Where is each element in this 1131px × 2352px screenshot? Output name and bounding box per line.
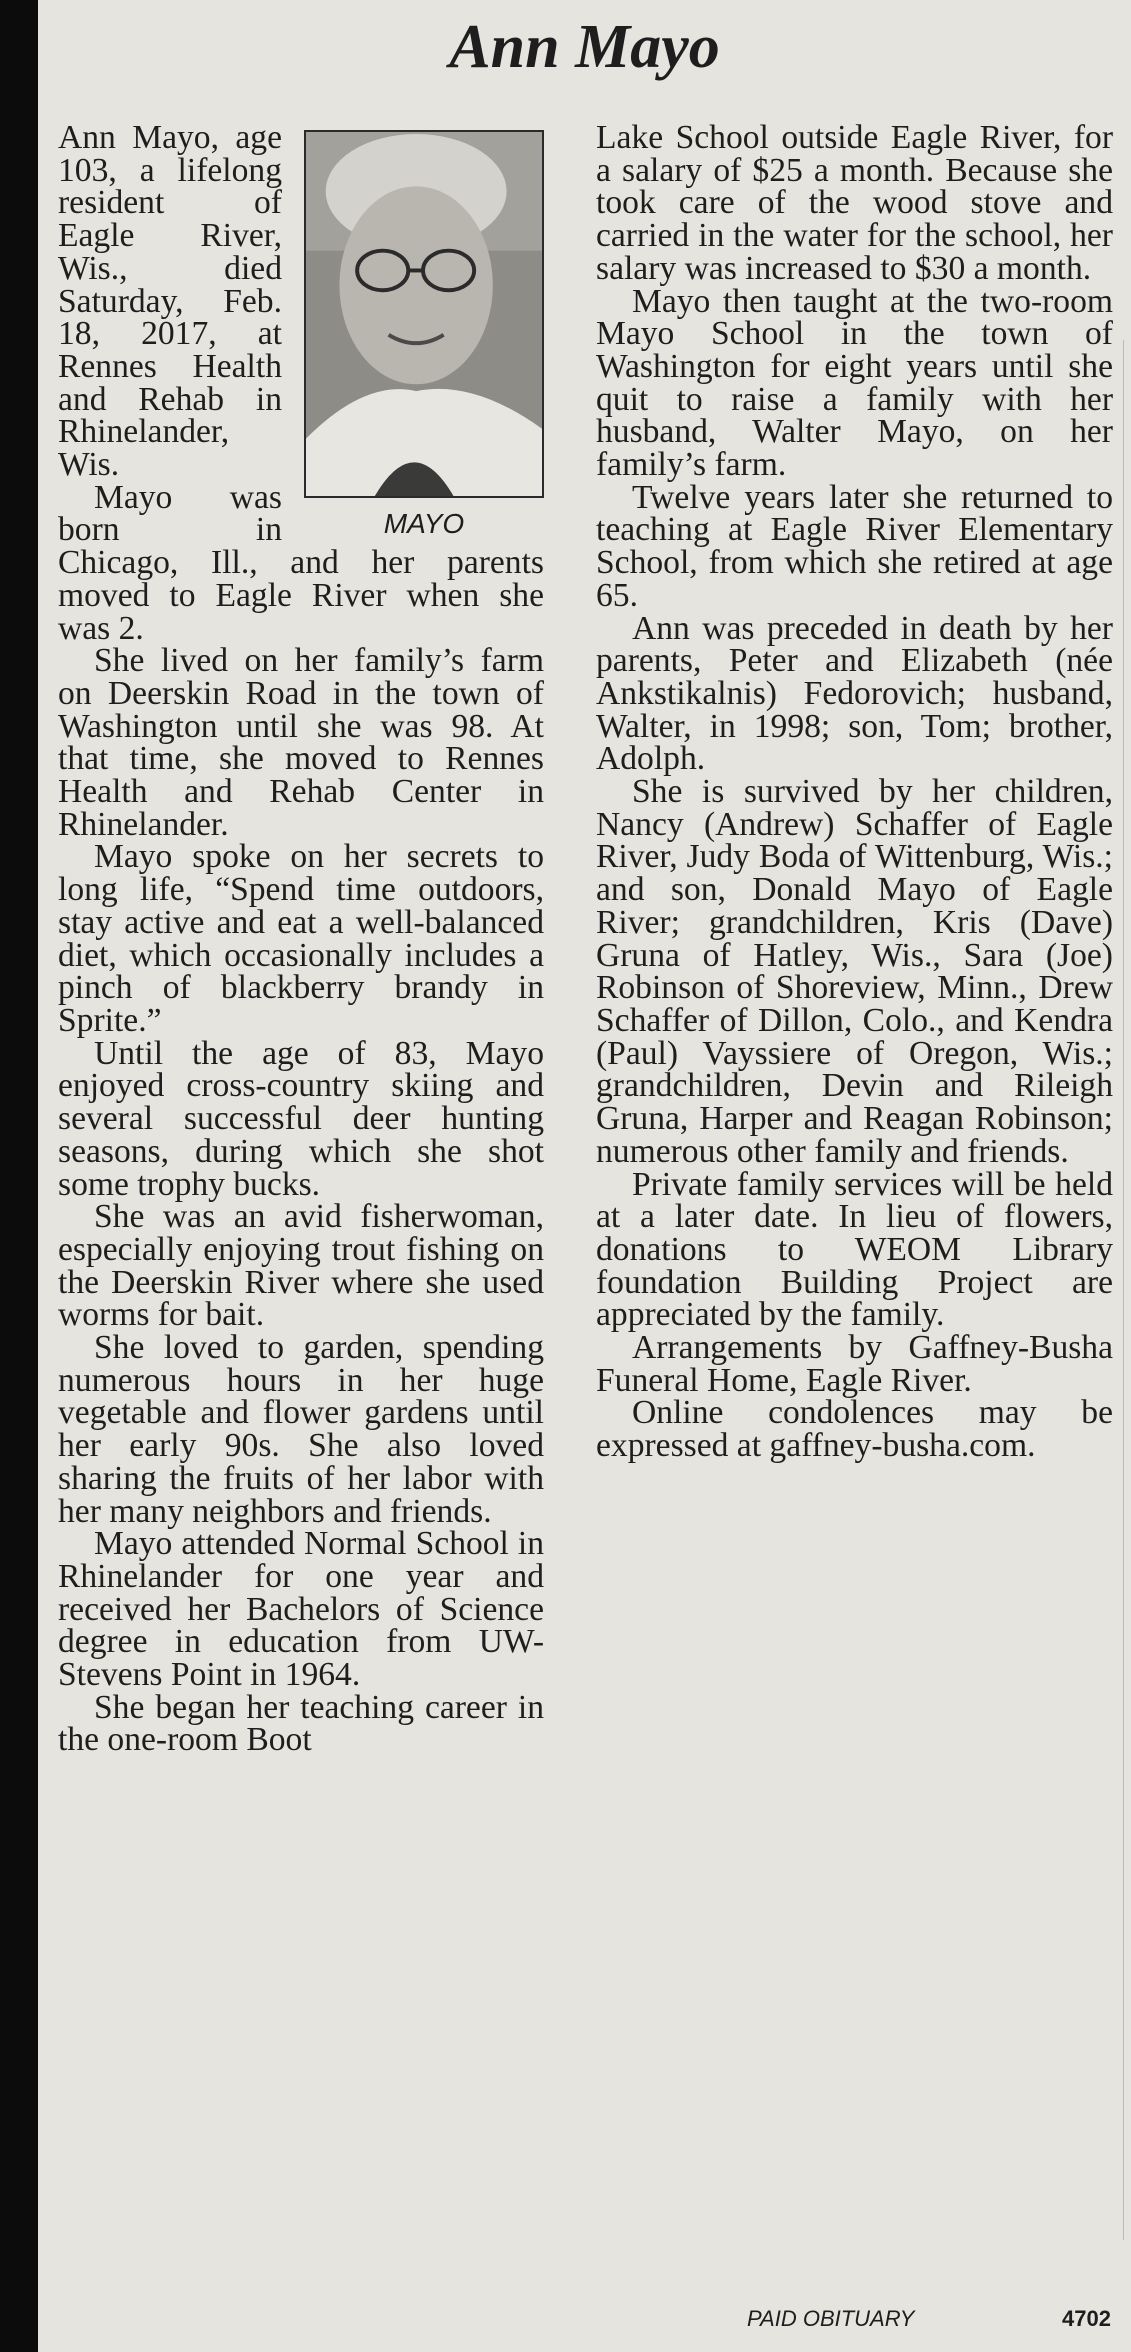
scan-edge-bar [0, 0, 38, 2352]
paragraph: She is survived by her children, Nancy (Andrew) Schaffer of Eagle River, Judy Boda of Wittenburg, Wis.; and son, Donald Mayo of Eagle River; grandchildren, Kris (Dave) Gruna of Hatley, Wis., Sara (Joe) Robinson of Shoreview, Minn., Drew Schaffer of Dillon, Colo., and Kendra (Paul) Vayssiere of Oregon, Wis.; grandchildren, Devin and Rileigh Gruna, Harper and Reagan Robinson; numerous other family and friends. [596, 773, 1113, 1170]
paragraph: Mayo spoke on her secrets to long life, “Spend time outdoors, stay active and eat a well-balanced diet, which occasionally includes a pinch of blackberry brandy in Sprite.” [58, 838, 544, 1039]
paragraph: She loved to garden, spending numerous hours in her huge vegetable and flower gardens until her early 90s. She also loved sharing the fruits of her labor with her many neighbors and friends. [58, 1329, 544, 1530]
ad-code: 4702 [1062, 2306, 1111, 2331]
paragraph: Ann was preceded in death by her parents, Peter and Elizabeth (née Ankstikalnis) Fedorovich; husband, Walter, in 1998; son, Tom; brother, Adolph. [596, 609, 1113, 778]
portrait-photo-block [304, 122, 544, 540]
paragraph: Mayo then taught at the two-room Mayo School in the town of Washington for eight years until she quit to raise a family with her husband, Walter Mayo, on her family’s farm. [596, 282, 1113, 484]
portrait-photo [304, 130, 544, 498]
paragraph: Lake School outside Eagle River, for a salary of $25 a month. Because she took care of the wood stove and carried in the water for the school, her salary was increased to $30 a month. [596, 119, 1113, 287]
obituary-title: Ann Mayo [449, 13, 720, 81]
paragraph: She lived on her family’s farm on Deerskin Road in the town of Washington until she was 98. At that time, she moved to Rennes Health and Rehab Center in Rhinelander. [58, 642, 544, 843]
paragraph: Arrangements by Gaffney-Busha Funeral Home, Eagle River. [596, 1329, 1113, 1399]
right-margin-rule [1123, 340, 1124, 2240]
paragraph: Until the age of 83, Mayo enjoyed cross-country skiing and several successful deer hunting seasons, during which she shot some trophy bucks. [58, 1034, 544, 1203]
text-column-left [58, 119, 544, 1759]
paragraph: She was an avid fisherwoman, especially enjoying trout fishing on the Deerskin River where she used worms for bait. [58, 1198, 544, 1334]
portrait-illustration [306, 132, 542, 496]
paragraph: Mayo was born in Chicago, Ill., and her parents moved to Eagle River when she was 2. [58, 478, 544, 647]
paragraph: She began her teaching career in the one-room Boot [58, 1688, 544, 1759]
paragraph: Twelve years later she returned to teaching at Eagle River Elementary School, from which she retired at age 65. [596, 478, 1113, 614]
paragraph: Online condolences may be expressed at gaffney-busha.com. [596, 1394, 1113, 1465]
paragraph: Private family services will be held at a later date. In lieu of flowers, donations to WEOM Library foundation Building Project are appreciated by the family. [596, 1165, 1113, 1334]
paragraph: Mayo attended Normal School in Rhinelander for one year and received her Bachelors of Science degree in education from UW-Stevens Point in 1964. [58, 1525, 544, 1694]
text-column-right [596, 119, 1113, 1465]
paid-obituary-label: PAID OBITUARY [747, 2306, 915, 2331]
paragraph: Ann Mayo, age 103, a lifelong resident of Eagle River, Wis., died Saturday, Feb. 18, 2017, at Rennes Health and Rehab in Rhinelander, Wis. [58, 119, 282, 484]
photo-caption: MAYO [383, 508, 465, 539]
